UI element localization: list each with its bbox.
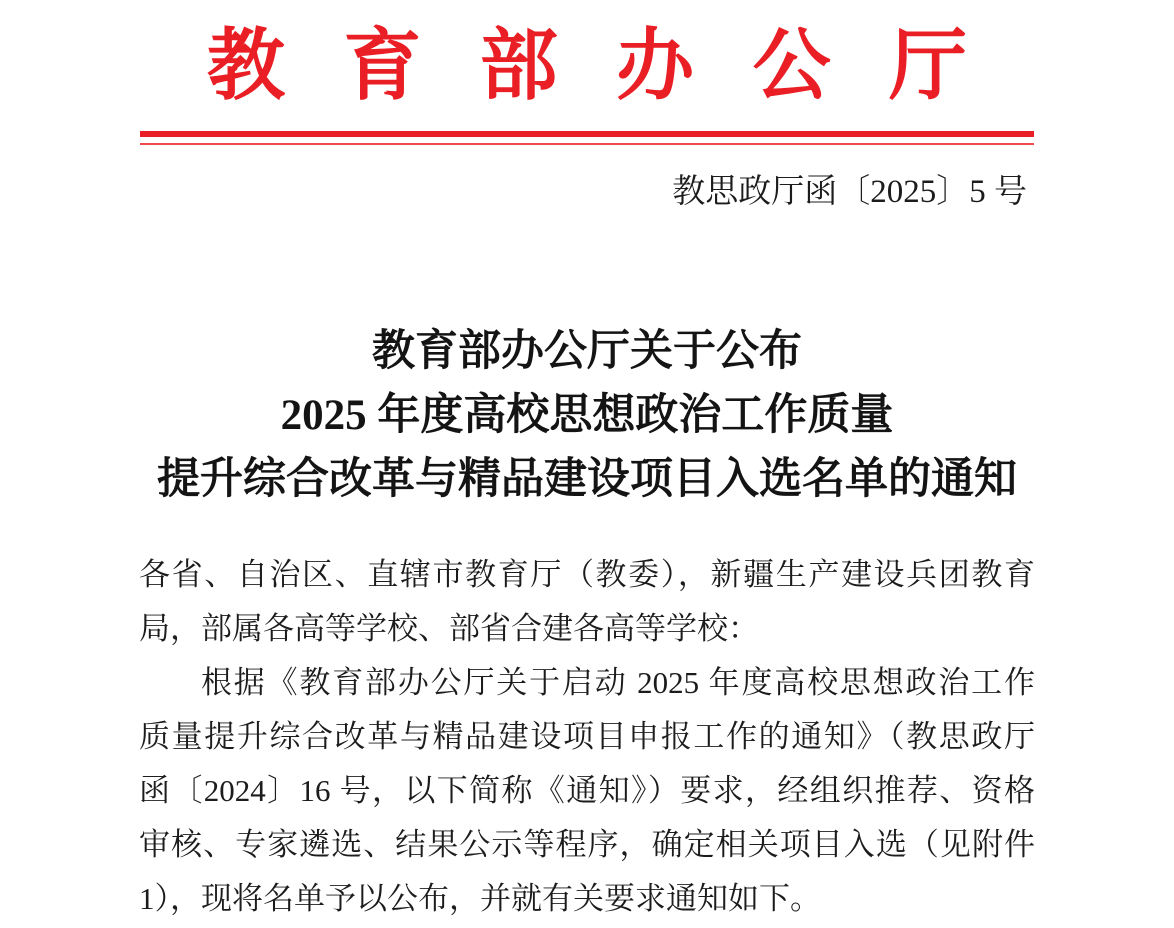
agency-char: 厅 <box>888 22 967 109</box>
salutation-line-2: 局，部属各高等学校、部省合建各高等学校： <box>139 611 759 646</box>
agency-char: 办 <box>616 22 695 109</box>
agency-char: 育 <box>343 22 422 109</box>
paragraph-line-4: 审核、专家遴选、结果公示等程序，确定相关项目入选（见附件 <box>139 827 1035 862</box>
title-line-2: 2025 年度高校思想政治工作质量 <box>280 392 894 439</box>
agency-header <box>207 18 967 114</box>
paragraph-line-2: 质量提升综合改革与精品建设项目申报工作的通知》（教思政厅 <box>139 719 1035 754</box>
document-body <box>139 548 1035 926</box>
title-line-1: 教育部办公厅关于公布 <box>372 328 802 375</box>
agency-char: 公 <box>752 22 831 109</box>
paragraph-line-3: 函〔2024〕16 号，以下简称《通知》）要求，经组织推荐、资格 <box>139 773 1035 808</box>
red-separator-thick <box>140 131 1034 137</box>
paragraph-line-1: 根据《教育部办公厅关于启动 2025 年度高校思想政治工作 <box>201 665 1035 700</box>
paragraph-line-5: 1），现将名单予以公布，并就有关要求通知如下。 <box>139 881 821 916</box>
red-separator-thin <box>140 143 1034 145</box>
agency-char: 教 <box>207 22 286 109</box>
agency-char: 部 <box>479 22 558 109</box>
doc-number: 教思政厅函〔2025〕5 号 <box>672 174 1027 210</box>
title-line-3: 提升综合改革与精品建设项目入选名单的通知 <box>157 456 1017 503</box>
document-title <box>139 320 1035 512</box>
salutation-line-1: 各省、自治区、直辖市教育厅（教委），新疆生产建设兵团教育 <box>139 557 1035 592</box>
